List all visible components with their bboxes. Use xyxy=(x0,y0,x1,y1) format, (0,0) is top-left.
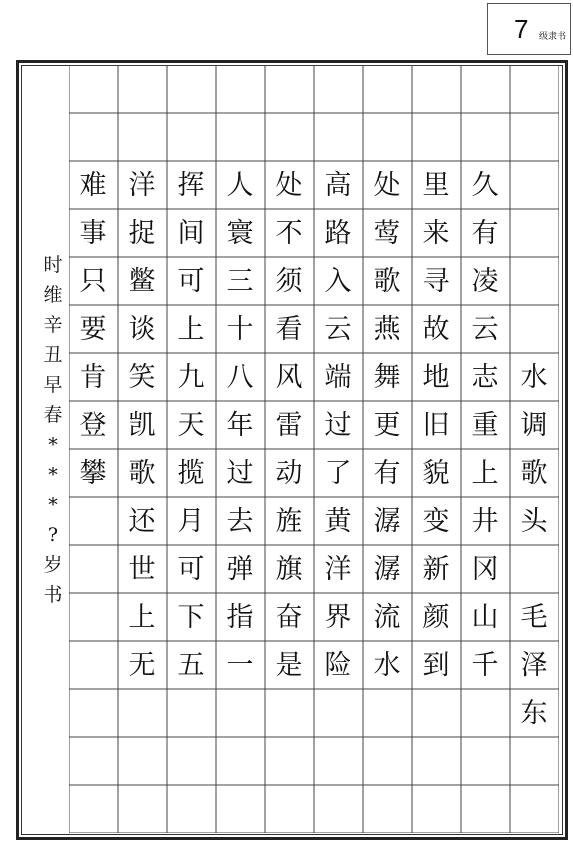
grid-char: 更 xyxy=(373,409,401,441)
grid-char: 世 xyxy=(128,553,156,585)
grid-char: 人 xyxy=(226,169,254,201)
grid-char: 冈 xyxy=(471,553,499,585)
inscription-char: * xyxy=(48,464,58,486)
inscription-char: 岁 xyxy=(43,554,63,576)
grid-char: 寰 xyxy=(226,217,254,249)
inscription-char: 春 xyxy=(43,404,63,426)
grid-char: 歌 xyxy=(373,265,401,297)
grid-char: 须 xyxy=(275,265,303,297)
grid-char: 可 xyxy=(177,265,205,297)
grid-char: 变 xyxy=(422,505,450,537)
grid-char: 十 xyxy=(226,313,254,345)
grid-char: 久 xyxy=(471,169,499,201)
grid-char: 里 xyxy=(422,169,450,201)
grid-char: 八 xyxy=(226,361,254,393)
grid-char: 了 xyxy=(324,457,352,489)
grid-char: 月 xyxy=(177,505,205,537)
inscription-column xyxy=(36,250,70,610)
grid-char: 志 xyxy=(471,361,499,393)
grid-char: 潺 xyxy=(373,505,401,537)
grid-char: 歌 xyxy=(520,457,548,489)
grid-char: 上 xyxy=(177,313,205,345)
grid-char: 舞 xyxy=(373,361,401,393)
grid-char: 下 xyxy=(177,601,205,633)
grid-char: 水 xyxy=(520,361,548,393)
grid-char: 险 xyxy=(324,649,352,681)
grid-char: 端 xyxy=(324,361,352,393)
grid-char: 貌 xyxy=(422,457,450,489)
grid-char: 入 xyxy=(324,265,352,297)
grid-char: 歌 xyxy=(128,457,156,489)
inscription-char: 书 xyxy=(43,584,63,606)
grid-char: 颜 xyxy=(422,601,450,633)
grid-char: 捉 xyxy=(128,217,156,249)
grid-char: 还 xyxy=(128,505,156,537)
grid-char: 处 xyxy=(275,169,303,201)
grid-char: 重 xyxy=(471,409,499,441)
grid-char: 故 xyxy=(422,313,450,345)
grid-char: 旌 xyxy=(275,505,303,537)
grid-char: 登 xyxy=(79,409,107,441)
grid-char: 有 xyxy=(373,457,401,489)
grid-char: 到 xyxy=(422,649,450,681)
grid-char: 难 xyxy=(79,169,107,201)
grid-char: 奋 xyxy=(275,601,303,633)
grid-char: 雷 xyxy=(275,409,303,441)
grid-char: 鳖 xyxy=(128,265,156,297)
grid-char: 凌 xyxy=(471,265,499,297)
grid-char: 云 xyxy=(324,313,352,345)
grid-char: 水 xyxy=(373,649,401,681)
grid-char: 只 xyxy=(79,265,107,297)
grid-char: 有 xyxy=(471,217,499,249)
grid-char: 旧 xyxy=(422,409,450,441)
grid-char: 笑 xyxy=(128,361,156,393)
grid-char: 天 xyxy=(177,409,205,441)
grid-char: 头 xyxy=(520,505,548,537)
grid-char: 可 xyxy=(177,553,205,585)
grid-char: 事 xyxy=(79,217,107,249)
grid-char: 毛 xyxy=(520,601,548,633)
grid-char: 去 xyxy=(226,505,254,537)
grid-char: 云 xyxy=(471,313,499,345)
grid-char: 旗 xyxy=(275,553,303,585)
grid-char: 调 xyxy=(520,409,548,441)
grid-char: 泽 xyxy=(520,649,548,681)
inscription-char: 丑 xyxy=(43,344,63,366)
grid-char: 年 xyxy=(226,409,254,441)
grid-char: 谈 xyxy=(128,313,156,345)
grid-char: 攀 xyxy=(79,457,107,489)
level-tag xyxy=(487,3,571,55)
grid-char: 界 xyxy=(324,601,352,633)
inscription-char: ? xyxy=(47,524,59,546)
grid-char: 弹 xyxy=(226,553,254,585)
grid-char: 上 xyxy=(128,601,156,633)
grid-char: 过 xyxy=(226,457,254,489)
grid-char: 东 xyxy=(520,697,548,729)
grid-char: 流 xyxy=(373,601,401,633)
inscription-char: 时 xyxy=(43,254,63,276)
grid-char: 处 xyxy=(373,169,401,201)
grid-char: 来 xyxy=(422,217,450,249)
grid-char: 新 xyxy=(422,553,450,585)
grid-char: 挥 xyxy=(177,169,205,201)
grid-char: 地 xyxy=(422,361,450,393)
grid-char: 看 xyxy=(275,313,303,345)
inscription-char: * xyxy=(48,434,58,456)
grid-char: 潺 xyxy=(373,553,401,585)
grid-char: 五 xyxy=(177,649,205,681)
grid-char: 黄 xyxy=(324,505,352,537)
grid-char: 要 xyxy=(79,313,107,345)
grid-char: 过 xyxy=(324,409,352,441)
inscription-char: 维 xyxy=(43,284,63,306)
grid-char: 寻 xyxy=(422,265,450,297)
inscription-char: 早 xyxy=(43,374,63,396)
inscription-char: * xyxy=(48,494,58,516)
grid-char: 是 xyxy=(275,649,303,681)
grid-char: 洋 xyxy=(324,553,352,585)
grid-char: 山 xyxy=(471,601,499,633)
grid-char: 肯 xyxy=(79,361,107,393)
grid-char: 风 xyxy=(275,361,303,393)
grid-char: 路 xyxy=(324,217,352,249)
grid-char: 指 xyxy=(226,601,254,633)
grid-char: 凯 xyxy=(128,409,156,441)
inscription-char: 辛 xyxy=(43,314,63,336)
grid-char: 高 xyxy=(324,169,352,201)
grid-char: 燕 xyxy=(373,313,401,345)
grid-char: 上 xyxy=(471,457,499,489)
grid-char: 无 xyxy=(128,649,156,681)
grid-char: 不 xyxy=(275,217,303,249)
grid-char: 莺 xyxy=(373,217,401,249)
grid-char: 九 xyxy=(177,361,205,393)
grid-char: 揽 xyxy=(177,457,205,489)
grid-char: 一 xyxy=(226,649,254,681)
level-label: 级隶书 xyxy=(539,32,567,42)
grid-char: 间 xyxy=(177,217,205,249)
grid-char: 三 xyxy=(226,265,254,297)
grid-char: 井 xyxy=(471,505,499,537)
grid-char: 洋 xyxy=(128,169,156,201)
level-number: 7 xyxy=(514,14,529,44)
grid-char: 千 xyxy=(471,649,499,681)
grid-char: 动 xyxy=(275,457,303,489)
